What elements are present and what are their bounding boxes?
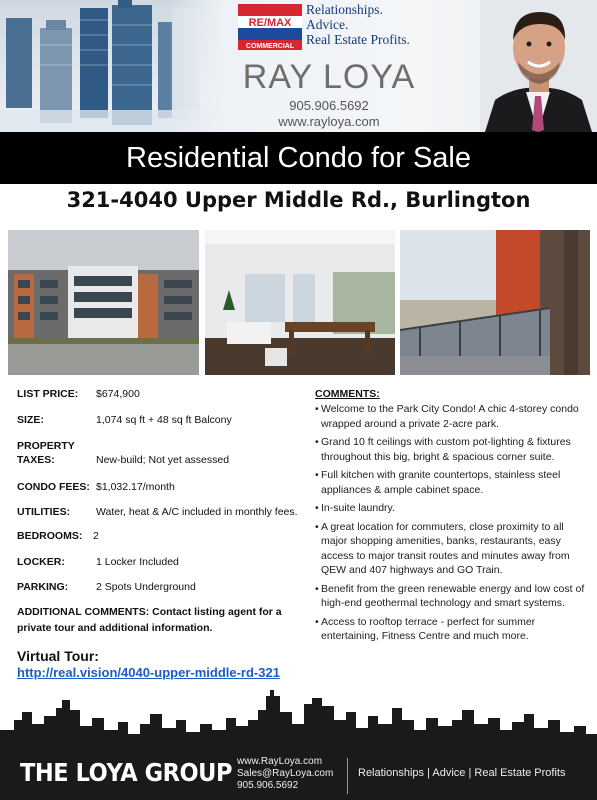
detail-label: SIZE:: [17, 414, 44, 426]
building-exterior-photo: [8, 230, 199, 375]
tagline-line: Advice.: [306, 17, 349, 32]
detail-value: 2 Spots Underground: [96, 581, 196, 593]
detail-value: New-build; Not yet assessed: [96, 454, 230, 466]
header-banner: [0, 0, 597, 132]
footer-phone: 905.906.5692: [237, 780, 299, 791]
comment-item: • Welcome to the Park City Condo! A chic 4-storey condo wrapped around a private 2-acre park.: [315, 402, 587, 431]
balcony-photo: [400, 230, 590, 375]
living-room-photo: [205, 230, 395, 375]
agent-website[interactable]: www.rayloya.com: [278, 114, 380, 129]
header-tagline: [306, 2, 410, 47]
comment-item: • Benefit from the green renewable energy and low cost of high-end geothermal technology and smart systems.: [315, 582, 587, 611]
comments-section: [315, 388, 587, 648]
agent-phone: 905.906.5692: [289, 98, 369, 113]
footer-skyline-silhouette: [0, 690, 597, 752]
svg-text:RE/MAX: RE/MAX: [248, 17, 292, 29]
comment-item: • Grand 10 ft ceilings with custom pot-lighting & fixtures throughout this big, bright & spacious corner suite.: [315, 435, 587, 464]
detail-value: 1,074 sq ft + 48 sq ft Balcony: [96, 414, 232, 426]
footer-tagline: Relationships | Advice | Real Estate Profits: [358, 767, 566, 779]
tagline-line: Real Estate Profits.: [306, 32, 410, 47]
additional-comments: ADDITIONAL COMMENTS: Contact listing agent for a private tour and additional information.: [17, 606, 282, 634]
listing-title-bar: Residential Condo for Sale: [0, 132, 597, 184]
comment-item: • Access to rooftop terrace - perfect for summer entertaining, Fitness Centre and much more.: [315, 615, 587, 644]
agent-portrait: [480, 0, 597, 132]
svg-text:COMMERCIAL: COMMERCIAL: [245, 43, 295, 50]
detail-label: BEDROOMS:: [17, 530, 83, 542]
footer-contact: [237, 756, 333, 792]
detail-value: 1 Locker Included: [96, 556, 179, 568]
city-skyline-photo: [0, 0, 225, 132]
detail-value: Water, heat & A/C included in monthly fees.: [96, 506, 298, 518]
detail-label: UTILITIES:: [17, 506, 71, 518]
comments-list: [315, 402, 587, 644]
agent-name: RAY LOYA: [242, 58, 416, 96]
detail-label: PARKING:: [17, 581, 69, 593]
footer-bar: [0, 750, 597, 800]
virtual-tour-link[interactable]: http://real.vision/4040-upper-middle-rd-321: [17, 665, 280, 680]
detail-label: TAXES:: [17, 454, 55, 466]
detail-label: CONDO FEES:: [17, 481, 90, 493]
footer-divider: [347, 758, 348, 794]
property-address: 321-4040 Upper Middle Rd., Burlington: [66, 188, 531, 212]
brand-name: THE LOYA GROUP: [20, 758, 233, 787]
comment-item: • A great location for commuters, close proximity to all major shopping amenities, banks, restaurants, easy access to major transit routes and minutes away from QEW and 407 highways and GO Train.: [315, 520, 587, 578]
virtual-tour-heading: Virtual Tour:: [17, 648, 99, 664]
tagline-line: Relationships.: [306, 2, 383, 17]
remax-logo: [238, 4, 302, 50]
detail-value: $674,900: [96, 388, 140, 400]
footer-email[interactable]: Sales@RayLoya.com: [237, 768, 334, 779]
detail-label: LIST PRICE:: [17, 388, 79, 400]
detail-label: LOCKER:: [17, 556, 65, 568]
detail-value: $1,032.17/month: [96, 481, 175, 493]
comments-heading: COMMENTS:: [315, 388, 380, 400]
comment-item: • Full kitchen with granite countertops, stainless steel appliances & ample cabinet space.: [315, 468, 587, 497]
detail-value: 2: [93, 530, 99, 542]
comment-item: • In-suite laundry.: [315, 501, 587, 516]
detail-label: PROPERTY: [17, 440, 75, 452]
footer-website[interactable]: www.RayLoya.com: [237, 756, 323, 767]
